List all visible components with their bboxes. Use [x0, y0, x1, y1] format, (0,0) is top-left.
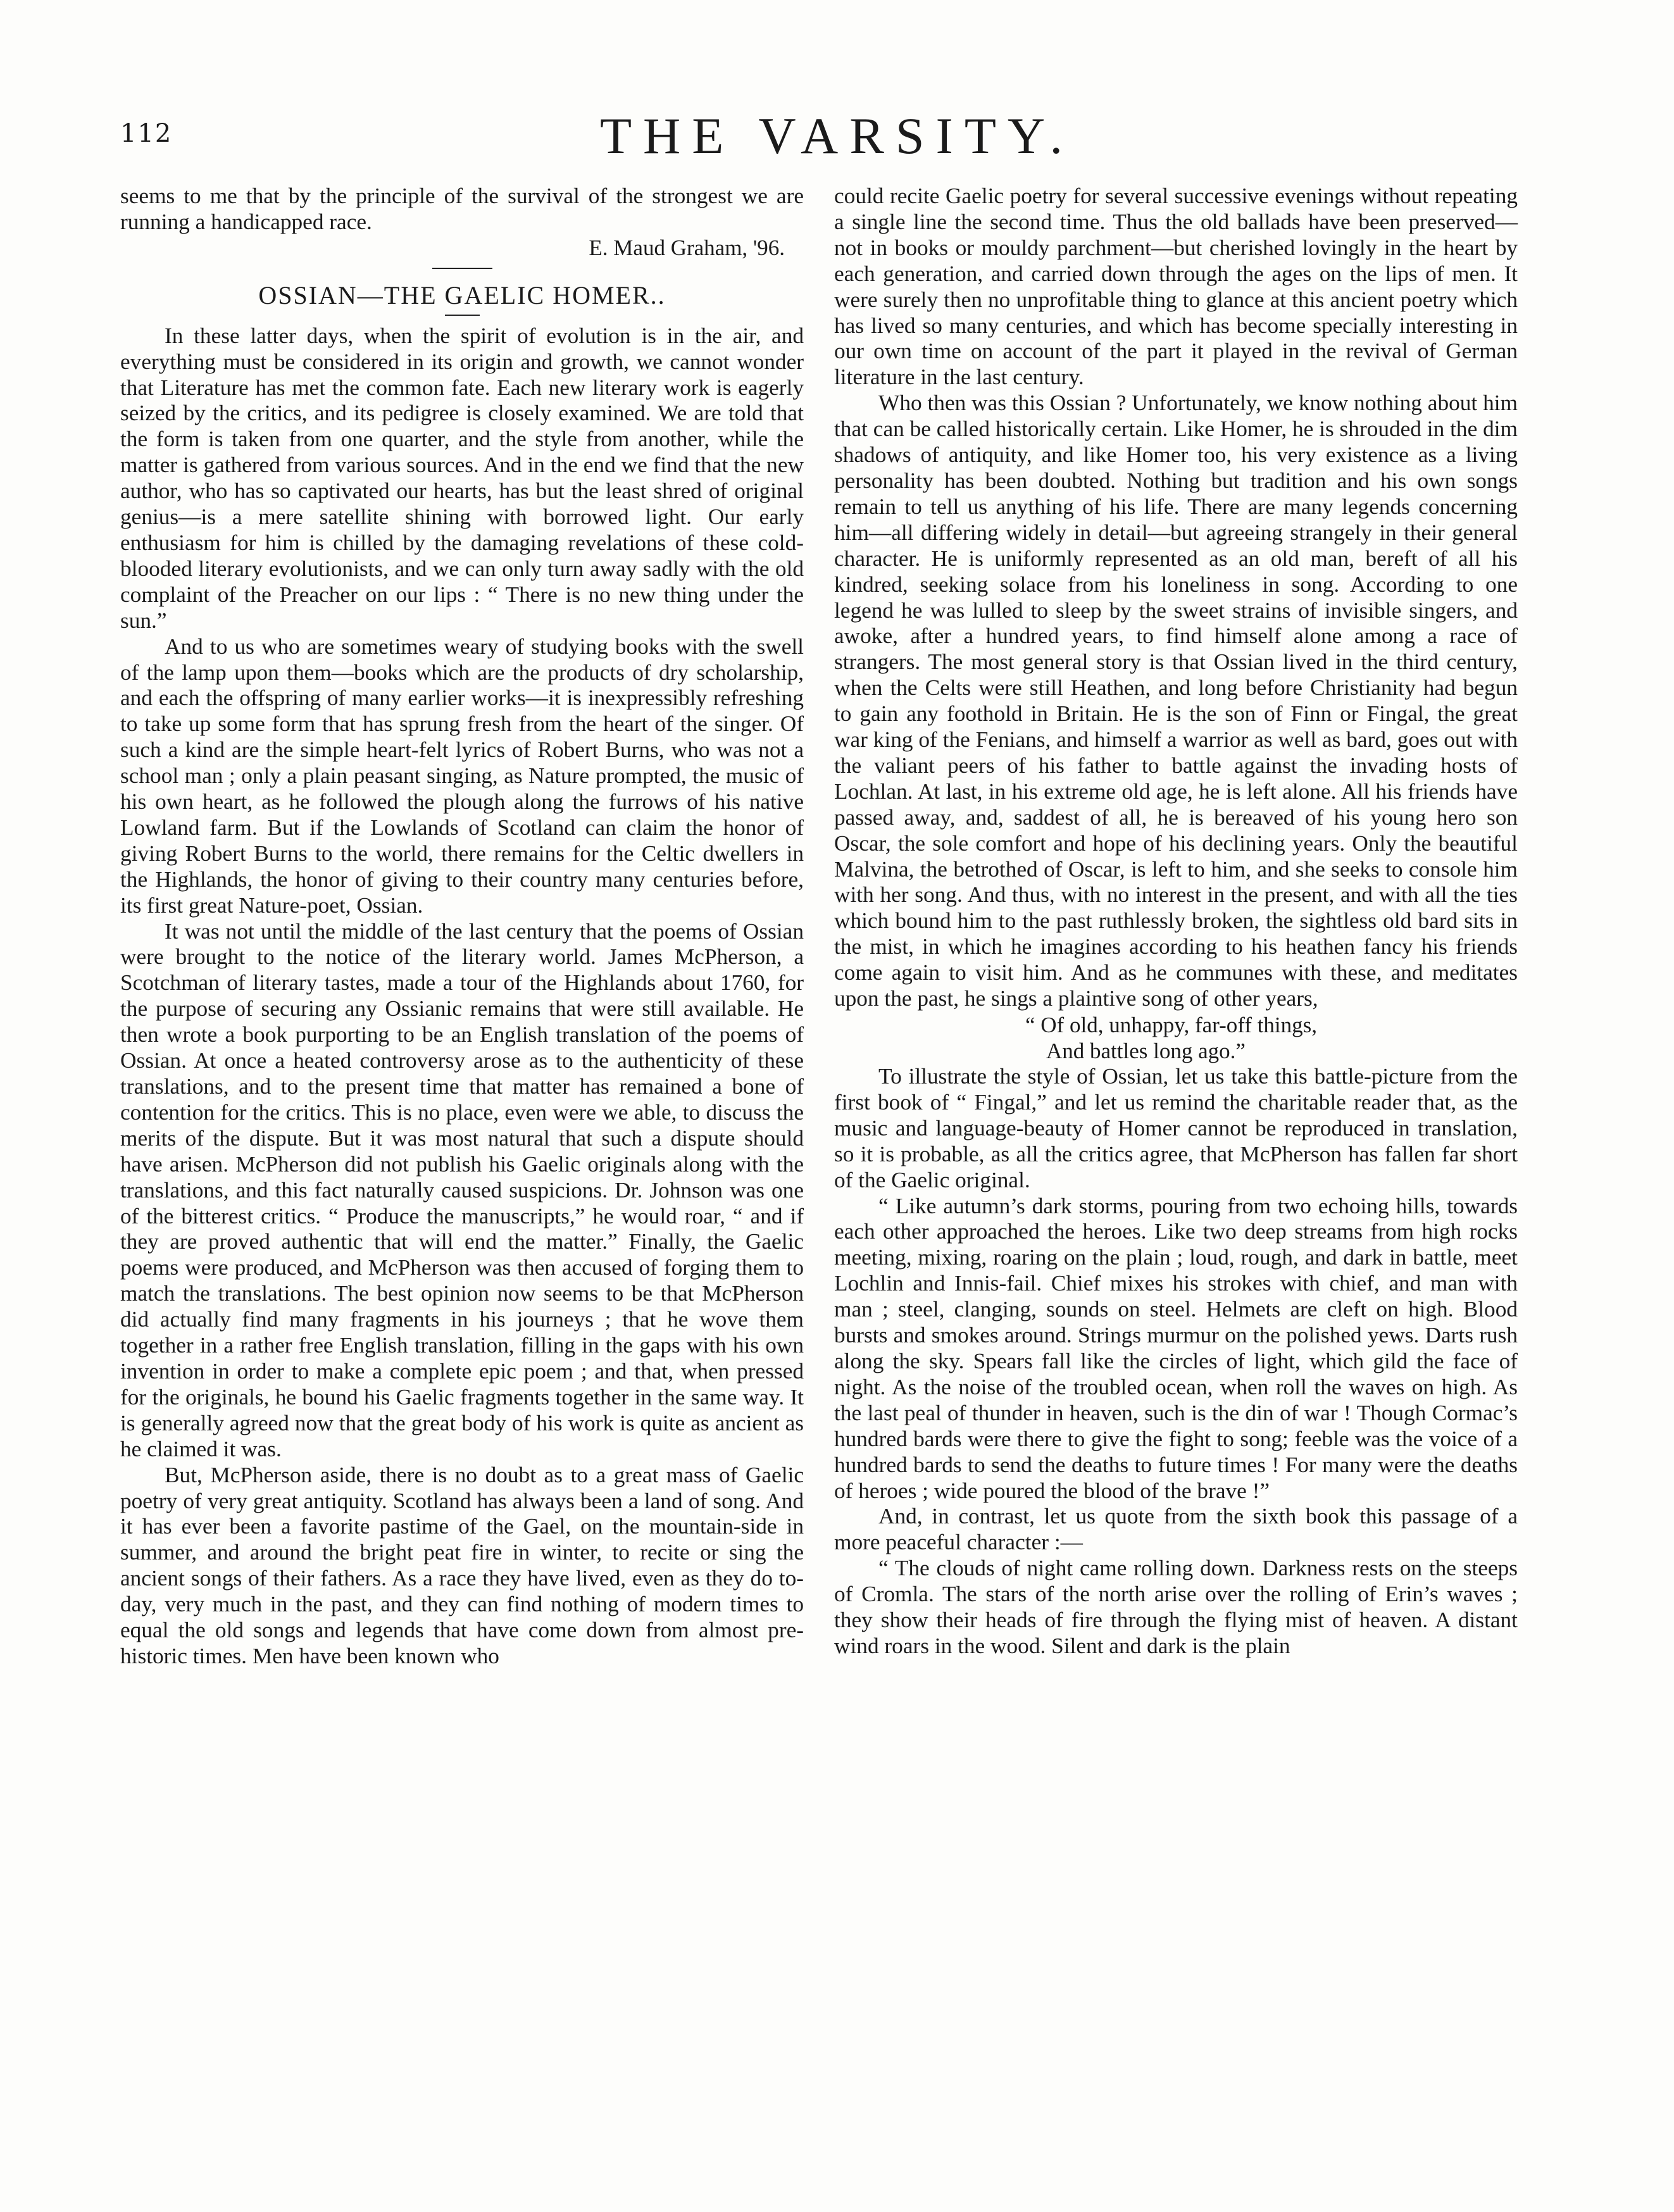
verse-line: “ Of old, unhappy, far-off things, — [1025, 1013, 1317, 1037]
quoted-passage: “ Like autumn’s dark storms, pouring from two echoing hills, towards each other approached the heroes. Like two deep streams from high rocks meeting, mixing, roaring on the plain ; loud, rough, and dark in battle, meet Lochlin and Innis-fail. Chief mixes his strokes with chief, and man with man ; steel, clanging, sounds on steel. Helmets are cleft on high. Blood bursts and smokes around. Strings murmur on the polished yews. Darts rush along the sky. Spears fall like the circles of light, which gild the face of night. As the noise of the troubled ocean, when roll the waves on high. As the last peal of thunder in heaven, such is the din of war ! Though Cormac’s hundred bards were there to give the fight to song; feeble was the voice of a hundred bards to send the deaths to future times ! For many were the deaths of heroes ; wide poured the blood of the brave !” — [834, 1193, 1518, 1503]
section-divider — [432, 268, 492, 269]
article-paragraph: Who then was this Ossian ? Unfortunately, we know nothing about him that can be called historically certain. Like Homer, he is shrouded in the dim shadows of antiquity, and like Homer too, his very existence as a living personality has been doubted. Nothing but tradition and his own songs remain to tell us anything of his life. There are many legends concerning him—all differing widely in detail—but agreeing strangely in their general character. He is uniformly represented as an old man, bereft of all his kindred, seeking solace from his loneliness in song. According to one legend he was lulled to sleep by the sweet strains of invisible singers, and awoke, after a hundred years, to find himself alone among a race of strangers. The most general story is that Ossian lived in the third century, when the Celts were still Heathen, and long before Christianity had begun to gain any foothold in Britain. He is the son of Finn or Fingal, the great war king of the Fenians, and himself a warrior as well as bard, goes out with the valiant peers of his father to battle against the invading hosts of Lochlan. At last, in his extreme old age, he is left alone. All his friends have passed away, and, saddest of all, he is bereaved of his young hero son Oscar, the sole comfort and hope of his declining years. Only the beautiful Malvina, the betrothed of Oscar, is left to him, and she seeks to console him with her song. And thus, with no interest in the present, and with all the ties which bound him to the past ruthlessly broken, the sightless old bard sits in the mist, in which he imagines according to his heathen fancy his friends come again to visit him. And as he communes with these, and meditates upon the past, he sings a plaintive song of other years, — [834, 391, 1518, 1011]
article-paragraph: And, in contrast, let us quote from the sixth book this passage of a more peaceful character :— — [834, 1504, 1518, 1555]
right-column — [834, 184, 1518, 1659]
verse-line: And battles long ago.” — [1046, 1039, 1246, 1063]
title-divider — [445, 315, 480, 316]
article-title: OSSIAN—THE GAELIC HOMER.. — [258, 280, 666, 309]
masthead-title: THE VARSITY. — [599, 107, 1075, 165]
article-paragraph: could recite Gaelic poetry for several successive evenings without repeating a single line the second time. Thus the old ballads have been preserved—not in books or mouldy parchment—but cherished lovingly in the heart by each generation, and carried down through the ages on the lips of men. It were surely then no unprofitable thing to glance at this ancient poetry which has lived so many centuries, and which has become specially interesting in our own time on account of the part it played in the revival of German literature in the last century. — [834, 184, 1518, 390]
article-paragraph: To illustrate the style of Ossian, let us take this battle-picture from the first book of “ Fingal,” and let us remind the charitable reader that, as the music and language-beauty of Homer cannot be reproduced in translation, so it is probable, as all the critics agree, that McPherson has fallen far short of the Gaelic original. — [834, 1064, 1518, 1192]
page-number: 112 — [120, 119, 173, 148]
continued-text: seems to me that by the principle of the survival of the strongest we are running a handicapped race. — [120, 184, 804, 234]
article-paragraph: In these latter days, when the spirit of evolution is in the air, and everything must be considered in its origin and growth, we cannot wonder that Literature has met the common fate. Each new literary work is eagerly seized by the critics, and its pedigree is closely examined. We are told that the form is taken from one quarter, and the style from another, while the matter is gathered from various sources. And in the end we find that the new author, who has so captivated our hearts, has but the least shred of original genius—is a mere satellite shining with borrowed light. Our early enthusiasm for him is chilled by the damaging revelations of these cold-blooded literary evolutionists, and we can only turn away sadly with the old complaint of the Preacher on our lips : “ There is no new thing under the sun.” — [120, 323, 804, 633]
quoted-passage: “ The clouds of night came rolling down. Darkness rests on the steeps of Cromla. The stars of the north arise over the rolling of Erin’s waves ; they show their heads of fire through the flying mist of heaven. A distant wind roars in the wood. Silent and dark is the plain — [834, 1556, 1518, 1658]
article-paragraph: And to us who are sometimes weary of studying books with the swell of the lamp upon them—books which are the products of dry scholarship, and each the offspring of many earlier works—it is inexpressibly refreshing to take up some form that has sprung fresh from the heart of the singer. Of such a kind are the simple heart-felt lyrics of Robert Burns, who was not a school man ; only a plain peasant singing, as Nature prompted, the music of his own heart, as he followed the plough along the furrows of his native Lowland farm. But if the Lowlands of Scotland can claim the honor of giving Robert Burns to the world, there remains for the Celtic dwellers in the Highlands, the honor of giving to their country many centuries before, its first great Nature-poet, Ossian. — [120, 634, 804, 918]
article-paragraph: It was not until the middle of the last century that the poems of Ossian were brought to the notice of the literary world. James McPherson, a Scotchman of literary tastes, made a tour of the Highlands about 1760, for the purpose of securing any Ossianic remains that were still available. He then wrote a book purporting to be an English translation of the poems of Ossian. At once a heated controversy arose as to the authenticity of these translations, and to the present time that matter has remained a bone of contention for the critics. This is no place, even were we able, to discuss the merits of the dispute. But it was most natural that such a dispute should have arisen. McPherson did not publish his Gaelic originals along with the translations, and this fact naturally caused suspicions. Dr. Johnson was one of the bitterest critics. “ Produce the manuscripts,” he would roar, “ and if they are proved authentic that will end the matter.” Finally, the Gaelic poems were produced, and McPherson was then accused of forging them to match the translations. The best opinion now seems to be that McPherson did actually find many fragments in his journeys ; that he wove them together in a rather free English translation, filling in the gaps with his own invention in order to make a complete epic poem ; and that, when pressed for the originals, he bound his Gaelic fragments together in the same way. It is generally agreed now that the great body of his work is quite as ancient as he claimed it was. — [120, 918, 804, 1461]
article-paragraph: But, McPherson aside, there is no doubt as to a great mass of Gaelic poetry of very great antiquity. Scotland has always been a land of song. And it has ever been a favorite pastime of the Gael, on the mountain-side in summer, and around the bright peat fire in winter, to recite or sing the ancient songs of their fathers. As a race they have lived, even as they do to-day, very much in the past, and they can find nothing of modern times to equal the old songs and legends that have come down from almost pre-historic times. Men have been known who — [120, 1462, 804, 1668]
left-column — [120, 184, 804, 1670]
author-byline: E. Maud Graham, '96. — [589, 235, 785, 260]
